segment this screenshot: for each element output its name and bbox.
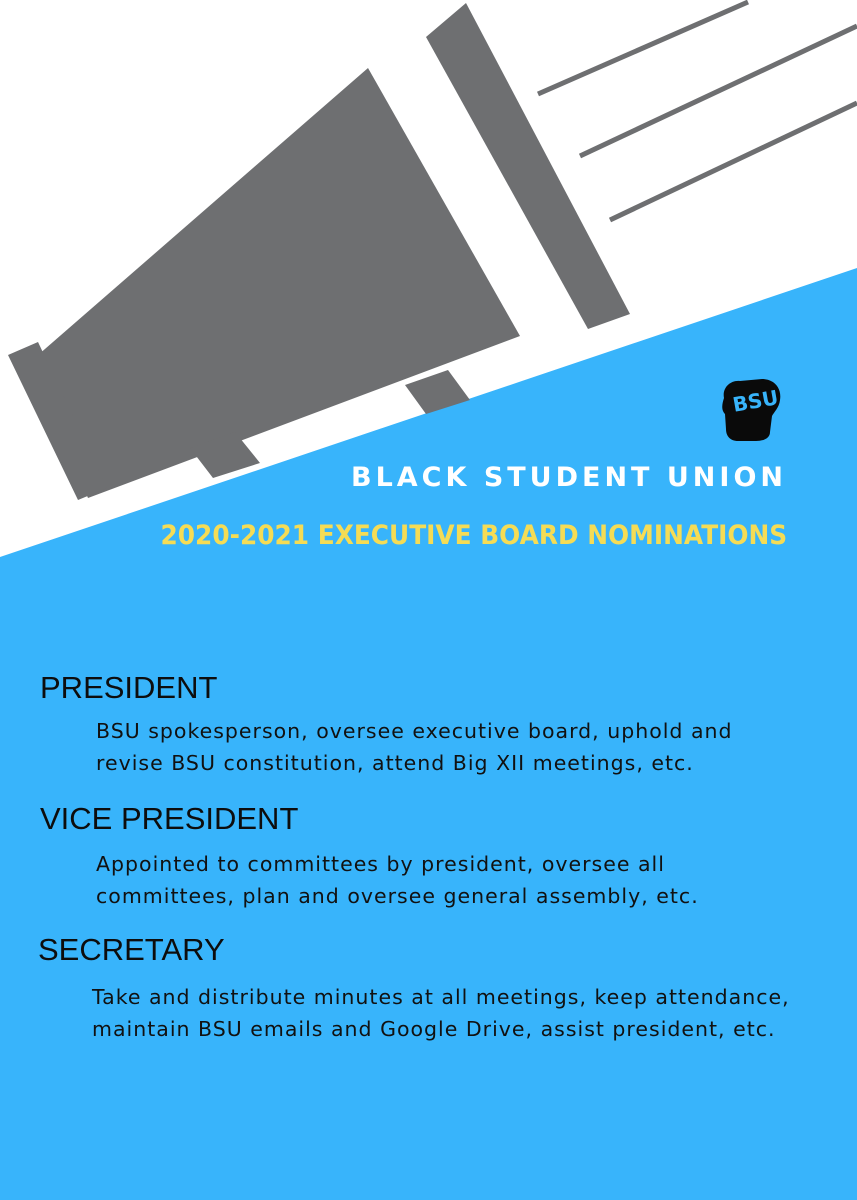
role-description-vice-president: Appointed to committees by president, oversee all committees, plan and oversee general assembly, etc.: [96, 852, 699, 908]
org-name: BLACK STUDENT UNION: [351, 462, 787, 493]
role-title-president: PRESIDENT: [40, 670, 218, 705]
role-title-secretary: SECRETARY: [38, 932, 225, 967]
sound-lines-icon: [538, 2, 857, 220]
role-title-vice-president: VICE PRESIDENT: [40, 801, 299, 836]
bsu-fist-logo: [716, 374, 784, 442]
role-description-president: BSU spokesperson, oversee executive board, uphold and revise BSU constitution, attend Big XII meetings, etc.: [96, 719, 733, 775]
logo-text: BSU: [730, 385, 781, 417]
role-description-secretary: Take and distribute minutes at all meetings, keep attendance, maintain BSU emails and Google Drive, assist president, etc.: [92, 985, 790, 1041]
page-headline: 2020-2021 EXECUTIVE BOARD NOMINATIONS: [160, 520, 787, 551]
